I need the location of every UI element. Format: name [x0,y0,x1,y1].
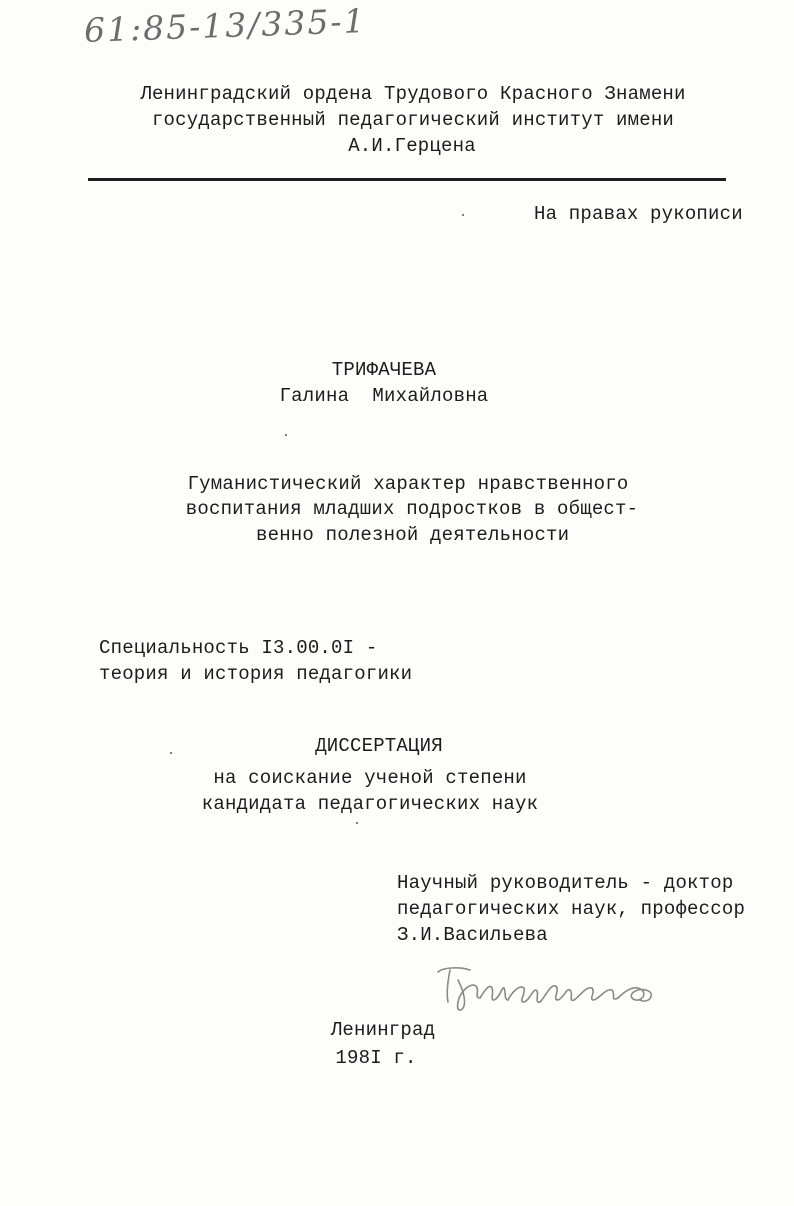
degree-line-1: на соискание ученой степени [213,767,527,789]
paper-speck [356,822,358,824]
degree-line-2: кандидата педагогических наук [201,793,539,815]
paper-speck [285,434,287,436]
institution-line-3: А.И.Герцена [348,135,476,157]
header-rule [88,178,726,181]
paper-speck [170,752,172,754]
supervisor-line-3: З.И.Васильева [397,924,548,946]
title-line-3: венно полезной деятельности [256,524,570,546]
author-surname: ТРИФАЧЕВА [331,359,437,381]
city-label: Ленинград [330,1019,436,1041]
title-line-2: воспитания младших подростков в общест- [185,498,639,520]
year-label: 198I г. [335,1047,417,1069]
paper-speck [462,214,464,216]
dissertation-heading: ДИССЕРТАЦИЯ [315,735,443,757]
specialty-line-1: Специальность I3.00.0I - [99,637,378,659]
author-given-names: Галина Михайловна [279,385,489,407]
specialty-line-2: теория и история педагогики [99,663,413,685]
archive-code-handwritten: 61:85-13/335-1 [83,1,368,50]
manuscript-rights-label: На правах рукописи [534,203,743,225]
title-line-1: Гуманистический характер нравственного [187,473,629,495]
supervisor-line-1: Научный руководитель - доктор [397,872,734,894]
institution-line-1: Ленинградский ордена Трудового Красного Знамени [140,83,686,105]
institution-line-2: государственный педагогический институт имени [151,109,675,131]
supervisor-line-2: педагогических наук, профессор [397,898,746,920]
handwritten-signature [428,958,668,1018]
